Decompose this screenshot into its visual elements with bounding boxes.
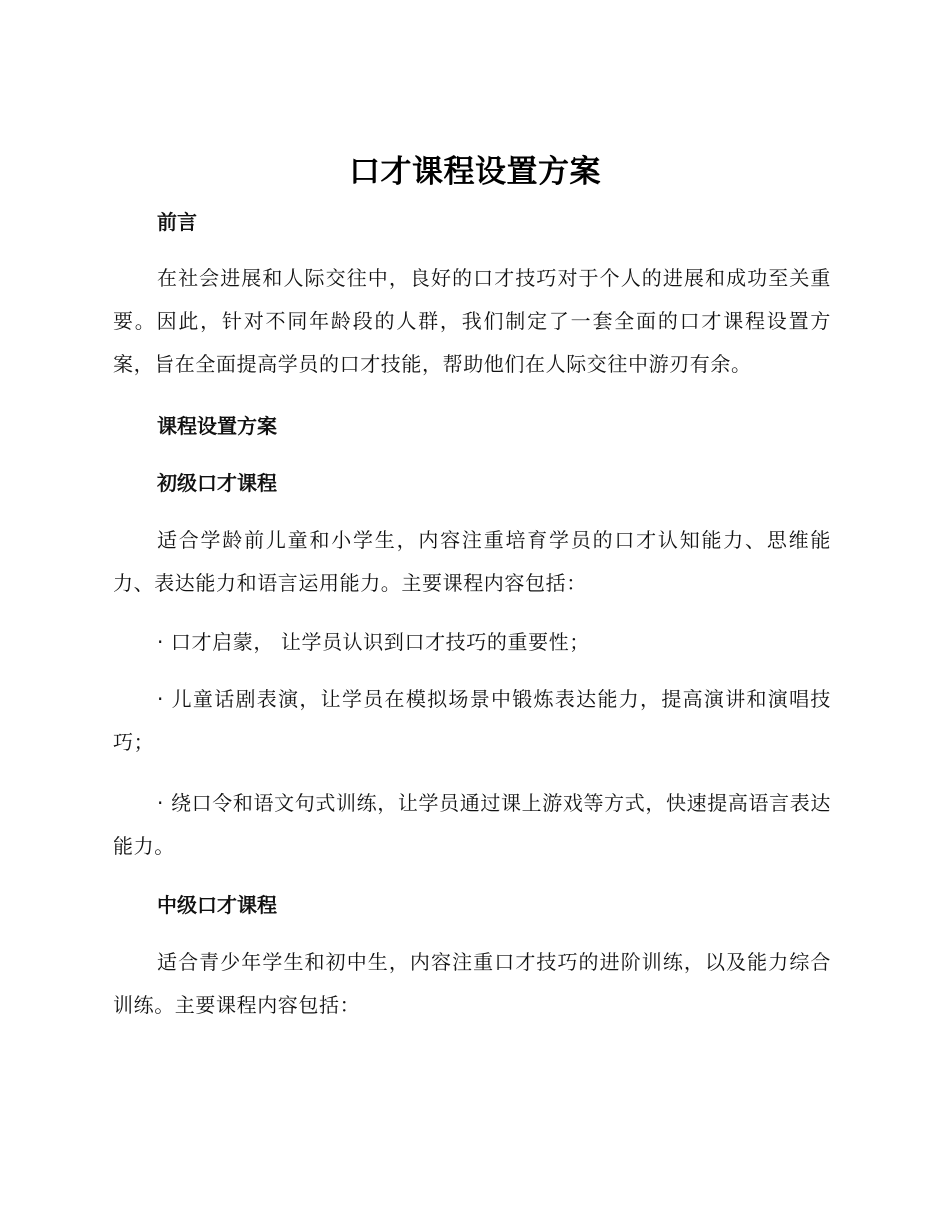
document-title: 口才课程设置方案 (349, 154, 601, 190)
bullet-junior-3: · 绕口令和语文句式训练，让学员通过课上游戏等方式，快速提高语言表达能力。 (113, 791, 831, 858)
bullet-junior-1: · 口才启蒙， 让学员认识到口才技巧的重要性； (157, 630, 590, 654)
heading-middle-course: 中级口才课程 (157, 893, 277, 917)
paragraph-preface: 在社会进展和人际交往中，良好的口才技巧对于个人的进展和成功至关重要。因此，针对不同年龄段的人群，我们制定了一套全面的口才课程设置方案，旨在全面提高学员的口才技能，帮助他们在人际交往中游刃有余。 (113, 266, 831, 376)
paragraph-middle-course: 适合青少年学生和初中生，内容注重口才技巧的进阶训练，以及能力综合训练。主要课程内容包括： (113, 950, 831, 1017)
heading-preface: 前言 (157, 210, 197, 234)
heading-junior-course: 初级口才课程 (157, 471, 277, 495)
heading-course-plan: 课程设置方案 (157, 414, 277, 438)
paragraph-junior-course: 适合学龄前儿童和小学生，内容注重培育学员的口才认知能力、思维能力、表达能力和语言运用能力。主要课程内容包括： (113, 528, 831, 595)
bullet-junior-2: · 儿童话剧表演，让学员在模拟场景中锻炼表达能力，提高演讲和演唱技巧； (113, 687, 831, 754)
